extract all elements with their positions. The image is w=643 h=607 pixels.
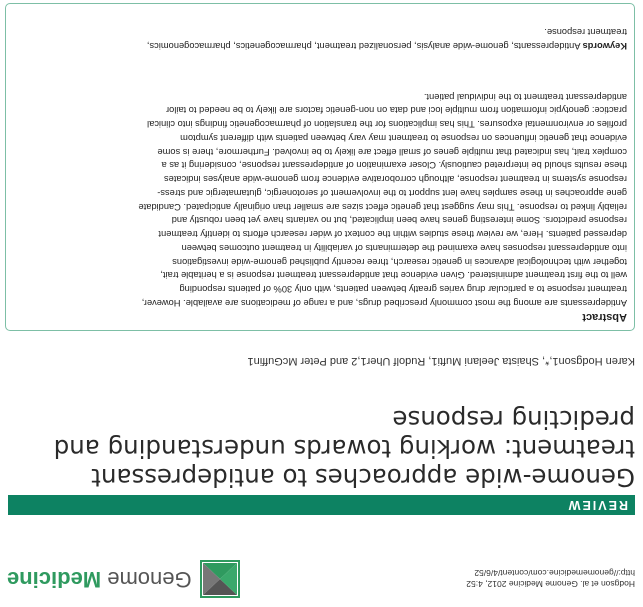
- page-header: [7, 555, 635, 601]
- abstract-line: reliably linked to response. This may suggest that genetic effect sizes are smaller than originally anticipated. Candidate: [138, 201, 627, 212]
- keywords-line: [13, 38, 627, 52]
- abstract-line: treatment response to a particular drug varies greatly between patients, with only 30% of patients responding: [179, 284, 627, 295]
- citation-line: Hodgson et al. Genome Medicine 2012, 4:52: [466, 579, 635, 589]
- article-title-line: Genome-wide approaches to antidepressant: [91, 463, 635, 492]
- abstract-line: response systems in treatment response, although corroborative evidence from genome-wide analyses indicates: [163, 174, 627, 185]
- abstract-line: these results should be interpreted cautiously. Closer examination of antidepressant response, considering it as a: [161, 160, 627, 171]
- journal-logo[interactable]: [7, 559, 240, 599]
- abstract-box: [5, 3, 635, 331]
- abstract-line: evidence that genetic influences on response to treatment may vary between patients with different symptom: [180, 133, 627, 143]
- citation-url[interactable]: http://genomemedicine.com/content/4/6/52: [474, 568, 635, 578]
- abstract-text: [13, 89, 627, 309]
- journal-name-bold: Medicine: [7, 567, 102, 592]
- article-type-label: REVIEW: [566, 498, 628, 512]
- article-title: [9, 405, 635, 492]
- article-title-line: predicting response: [392, 405, 635, 434]
- journal-name-light: Genome: [101, 567, 192, 592]
- abstract-line: well to the first treatment administered. Given evidence that antidepressant treatment response is a heritable trait,: [160, 270, 627, 281]
- abstract-line: complex trait, has indicated that multiple genes of small effect are likely to be involved. Furthermore, there is some: [157, 146, 627, 157]
- article-title-line: treatment: working towards understanding and: [53, 434, 635, 463]
- citation: [466, 567, 635, 589]
- keywords: [13, 25, 627, 53]
- abstract-line: into antidepressant responses have examined the determinants of variability in treatment outcomes between: [181, 243, 627, 253]
- abstract-line: profiles or environmental exposures. This has implications for the translation of pharmacogenetic findings into clinical: [147, 119, 627, 130]
- keywords-line: treatment response.: [544, 27, 627, 38]
- abstract-line: practice: genotypic information from multiple loci and data on non-genetic factors are likely to be needed to tailor: [166, 105, 627, 116]
- abstract-line: gene approaches in these samples have lent support to the involvement of serotonergic, glutamatergic and stress-: [157, 188, 627, 198]
- abstract-line: response predictors. Some interesting genes have been implicated, but no variants have yet been robustly and: [171, 215, 627, 226]
- author-list: Karen Hodgson1,*, Shaista Jeelani Mufti1, Rudolf Uher1,2 and Peter McGuffin1: [247, 355, 635, 367]
- abstract-line: depressed patients. Here, we review these studies within the context of wider research efforts to identify treatment: [158, 229, 627, 240]
- abstract-line: together with technological advances in genetic research, three recently published genome-wide investigations: [172, 256, 627, 267]
- abstract-heading: Abstract: [582, 311, 627, 323]
- abstract-line: antidepressant treatment to the individual patient.: [423, 91, 627, 102]
- keywords-label: Keywords: [582, 41, 627, 51]
- keywords-text: Antidepressants, genome-wide analysis, personalized treatment, pharmacogenetics, pharmacogenomics,: [146, 41, 581, 51]
- journal-name: [7, 566, 192, 592]
- abstract-line: Antidepressants are among the most commonly prescribed drugs, and a range of medications are available. However,: [141, 298, 627, 308]
- genome-medicine-logo-icon: [200, 560, 240, 598]
- article-type-banner: [8, 495, 635, 515]
